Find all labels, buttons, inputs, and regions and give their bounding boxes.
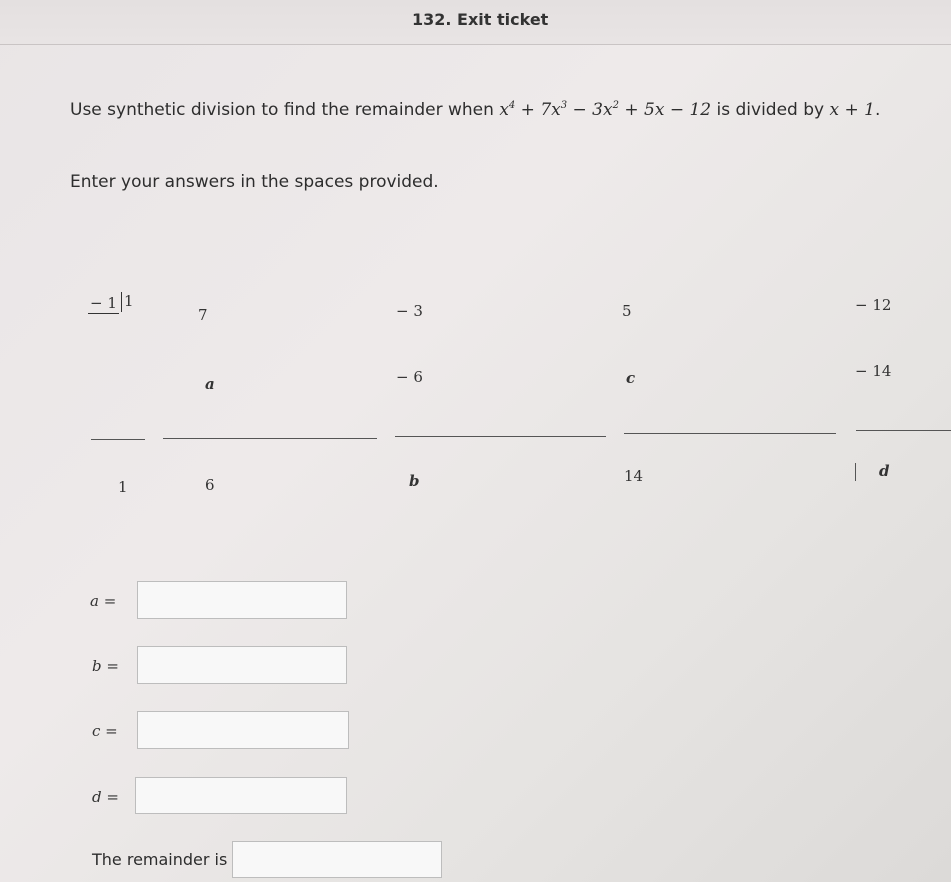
answer-d-eq: = (101, 788, 119, 806)
answer-b-label (92, 657, 119, 675)
answer-d-input[interactable] (135, 777, 347, 814)
answer-a-input[interactable] (137, 581, 347, 619)
question-middle: is divided by (716, 100, 825, 120)
row1-cell-5: − 12 (855, 296, 892, 314)
question-prefix: Use synthetic division to find the remainder when (70, 100, 494, 120)
row1-cell-3: − 3 (396, 302, 423, 320)
row3-cell-1: 1 (118, 478, 128, 496)
poly-term-3: − 3x (567, 100, 613, 120)
answer-d-var: d (92, 788, 102, 806)
row2-cell-4: − 14 (855, 362, 892, 380)
question-end: . (874, 100, 881, 120)
answer-b-var: b (92, 657, 102, 675)
poly-term-2: + 7x (515, 100, 561, 120)
answer-a-eq: = (98, 592, 117, 610)
divisor-bar (121, 292, 122, 312)
page-title: 132. Exit ticket (412, 10, 549, 29)
answer-a-var: a (90, 592, 99, 610)
answer-b-input[interactable] (137, 646, 347, 684)
poly-term-1: x (499, 100, 509, 120)
answer-d-label (92, 788, 119, 806)
row2-cell-a: a (205, 375, 215, 393)
division-line-4 (624, 433, 836, 434)
instructions: Enter your answers in the spaces provided. (70, 172, 439, 192)
row1-cell-1: 1 (124, 292, 134, 310)
remainder-label: The remainder is (92, 850, 228, 869)
poly-exp-3: 2 (612, 100, 619, 111)
divisor-value: − 1 (90, 294, 117, 312)
row3-cell-d: d (879, 462, 890, 480)
synthetic-divisor (88, 292, 124, 312)
divisor-expression: x + 1 (829, 100, 875, 120)
poly-exp-1: 4 (508, 100, 516, 111)
answer-c-label (92, 722, 118, 740)
division-line-5 (856, 430, 951, 431)
row2-cell-c: c (626, 369, 636, 387)
poly-term-4: + 5x − 12 (618, 100, 712, 120)
answer-c-eq: = (100, 722, 118, 740)
remainder-separator (855, 463, 856, 481)
remainder-input[interactable] (232, 841, 442, 878)
row3-cell-4: 14 (624, 467, 644, 485)
row1-cell-2: 7 (198, 306, 208, 324)
polynomial (499, 100, 711, 120)
answer-c-input[interactable] (137, 711, 349, 749)
division-line-1 (91, 439, 145, 440)
row3-cell-2: 6 (205, 476, 215, 494)
poly-exp-2: 3 (560, 100, 568, 111)
question-text (70, 100, 880, 120)
row2-cell-2: − 6 (396, 368, 423, 386)
row1-cell-4: 5 (622, 302, 632, 320)
row3-cell-b: b (409, 472, 420, 490)
division-line-2 (163, 438, 377, 439)
answer-b-eq: = (101, 657, 119, 675)
division-line-3 (395, 436, 606, 437)
answer-a-label (90, 592, 116, 610)
answer-c-var: c (92, 722, 101, 740)
